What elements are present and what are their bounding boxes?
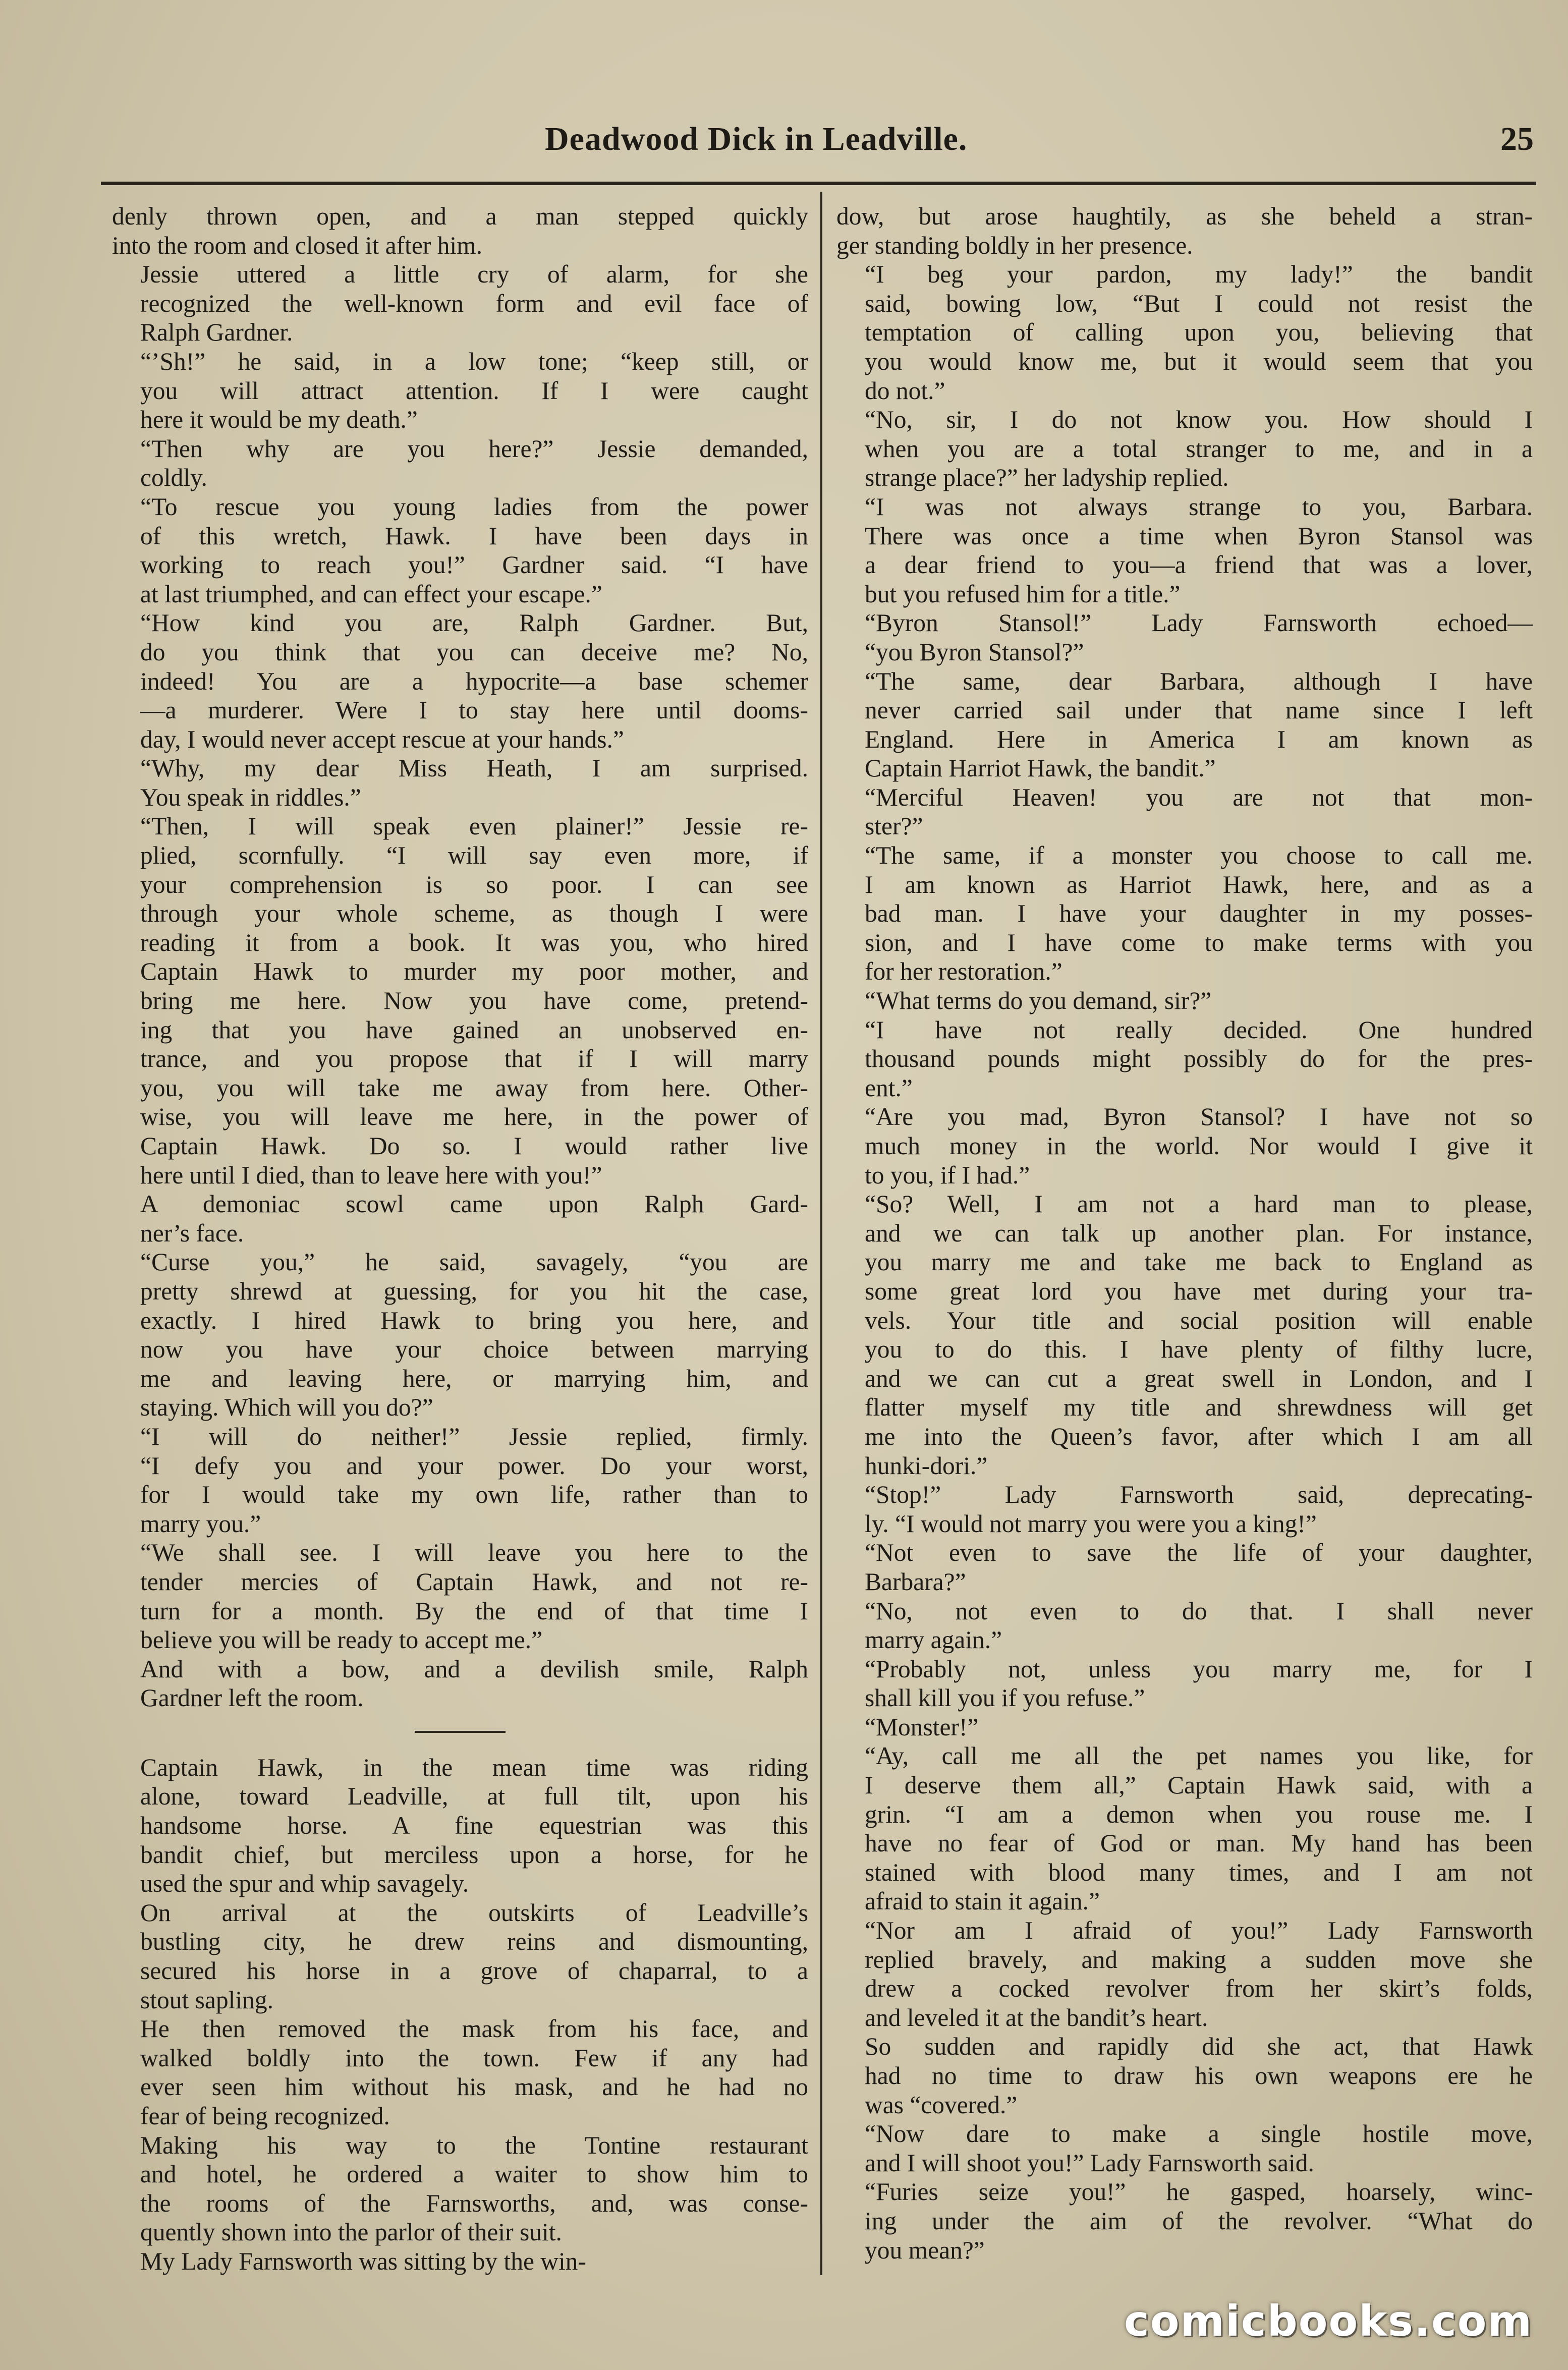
left-column-text xyxy=(112,202,808,1713)
text-line: here it would be my death.” xyxy=(140,406,418,434)
column-divider xyxy=(820,192,822,2275)
text-line: hunki-dori.” xyxy=(865,1451,988,1480)
paragraph xyxy=(836,1538,1533,1596)
right-column xyxy=(836,202,1533,2265)
text-line: said, bowing low, “But I could not resist the xyxy=(865,289,1533,317)
text-line: “Stop!” Lady Farnsworth said, deprecating- xyxy=(865,1481,1533,1509)
paragraph xyxy=(112,1248,808,1422)
text-line: ever seen him without his mask, and he had no xyxy=(140,2073,808,2101)
text-line: walked boldly into the town. Few if any had xyxy=(140,2044,808,2072)
text-line: “Merciful Heaven! you are not that mon- xyxy=(865,783,1533,811)
text-line: coldly. xyxy=(140,464,207,492)
text-line: believe you will be ready to accept me.” xyxy=(140,1626,543,1654)
right-column-text xyxy=(836,202,1533,2265)
text-line: “We shall see. I will leave you here to the xyxy=(140,1539,808,1567)
text-line: Gardner left the room. xyxy=(140,1684,364,1712)
running-title: Deadwood Dick in Leadville. xyxy=(545,121,968,157)
header-rule xyxy=(101,182,1536,185)
text-line: some great lord you have met during your tra- xyxy=(865,1277,1533,1305)
text-line: reading it from a book. It was you, who hired xyxy=(140,928,808,956)
paragraph xyxy=(836,667,1533,783)
text-line: vels. Your title and social position will enable xyxy=(865,1306,1533,1334)
text-line: you will attract attention. If I were caught xyxy=(140,376,808,405)
text-line: ly. “I would not marry you were you a king!” xyxy=(865,1509,1317,1538)
paragraph xyxy=(112,754,808,812)
text-line: and we can cut a great swell in London, and I xyxy=(865,1364,1533,1392)
text-line: “No, sir, I do not know you. How should I xyxy=(865,406,1533,434)
text-line: “’Sh!” he said, in a low tone; “keep still, or xyxy=(140,347,808,375)
text-line: trance, and you propose that if I will marry xyxy=(140,1045,808,1073)
text-line: “I have not really decided. One hundred xyxy=(865,1015,1533,1044)
text-line: handsome horse. A fine equestrian was this xyxy=(140,1812,808,1840)
text-line: do you think that you can deceive me? No, xyxy=(140,638,808,666)
text-line: “Furies seize you!” he gasped, hoarsely, winc- xyxy=(865,2178,1533,2206)
paragraph xyxy=(112,347,808,434)
paragraph xyxy=(836,202,1533,260)
left-column-text-after-break xyxy=(112,1753,808,2276)
text-line: “Then why are you here?” Jessie demanded, xyxy=(140,434,808,463)
text-line: “No, not even to do that. I shall never xyxy=(865,1597,1533,1625)
text-line: “Byron Stansol!” Lady Farnsworth echoed— xyxy=(865,609,1533,637)
text-line: “Now dare to make a single hostile move, xyxy=(865,2120,1533,2148)
text-line: “How kind you are, Ralph Gardner. But, xyxy=(140,609,808,637)
text-line: “The same, if a monster you choose to call me. xyxy=(865,841,1533,870)
paragraph xyxy=(836,1597,1533,1655)
text-line: dow, but arose haughtily, as she beheld a stran- xyxy=(836,202,1533,230)
text-line: “So? Well, I am not a hard man to please, xyxy=(865,1190,1533,1218)
paragraph xyxy=(836,1190,1533,1480)
text-line: used the spur and whip savagely. xyxy=(140,1870,469,1898)
text-line: “To rescue you young ladies from the power xyxy=(140,492,808,521)
text-line: exactly. I hired Hawk to bring you here, and xyxy=(140,1306,808,1334)
text-line: “Monster!” xyxy=(865,1713,979,1741)
text-line: Barbara?” xyxy=(865,1567,966,1596)
paragraph xyxy=(112,1655,808,1713)
text-line: through your whole scheme, as though I were xyxy=(140,899,808,928)
text-line: to you, if I had.” xyxy=(865,1161,1030,1189)
paragraph xyxy=(836,1916,1533,2032)
text-line: but you refused him for a title.” xyxy=(865,580,1181,608)
page-number: 25 xyxy=(1500,121,1534,157)
text-line: stout sapling. xyxy=(140,1986,274,2014)
text-line: a dear friend to you—a friend that was a lover, xyxy=(865,551,1533,579)
text-line: recognized the well-known form and evil face of xyxy=(140,289,808,317)
text-line: And with a bow, and a devilish smile, Ralph xyxy=(140,1655,808,1683)
text-line: “I defy you and your power. Do your worst, xyxy=(140,1451,808,1480)
text-line: “Are you mad, Byron Stansol? I have not so xyxy=(865,1103,1533,1131)
text-line: of this wretch, Hawk. I have been days in xyxy=(140,522,808,550)
text-line: “Ay, call me all the pet names you like, for xyxy=(865,1742,1533,1770)
text-line: “Not even to save the life of your daughter, xyxy=(865,1539,1533,1567)
text-line: much money in the world. Nor would I give it xyxy=(865,1132,1533,1160)
text-line: He then removed the mask from his face, and xyxy=(140,2015,808,2043)
text-line: the rooms of the Farnsworths, and, was conse- xyxy=(140,2189,808,2217)
text-line: for her restoration.” xyxy=(865,957,1062,986)
text-line: marry you.” xyxy=(140,1509,261,1538)
text-line: drew a cocked revolver from her skirt’s folds, xyxy=(865,1974,1533,2003)
paragraph xyxy=(112,434,808,492)
paragraph xyxy=(112,1190,808,1248)
text-line: have no fear of God or man. My hand has been xyxy=(865,1829,1533,1857)
paragraph xyxy=(112,1753,808,1898)
text-line: secured his horse in a grove of chaparral, to a xyxy=(140,1957,808,1985)
text-line: I deserve them all,” Captain Hawk said, with a xyxy=(865,1771,1533,1799)
text-line: Captain Hawk, in the mean time was riding xyxy=(140,1753,808,1781)
watermark: comicbooks.com xyxy=(1124,2296,1533,2346)
text-line: So sudden and rapidly did she act, that Hawk xyxy=(865,2033,1533,2061)
text-line: temptation of calling upon you, believing that xyxy=(865,318,1533,347)
text-line: Captain Harriot Hawk, the bandit.” xyxy=(865,754,1216,782)
text-line: indeed! You are a hypocrite—a base schemer xyxy=(140,667,808,695)
text-line: “you Byron Stansol?” xyxy=(865,638,1084,666)
paragraph xyxy=(836,1102,1533,1190)
text-line: your comprehension is so poor. I can see xyxy=(140,870,808,898)
text-line: and we can talk up another plan. For instance, xyxy=(865,1219,1533,1247)
text-line: flatter myself my title and shrewdness will get xyxy=(865,1393,1533,1422)
paragraph xyxy=(836,1480,1533,1538)
paragraph xyxy=(836,2032,1533,2119)
text-line: staying. Which will you do?” xyxy=(140,1393,433,1422)
text-line: and hotel, he ordered a waiter to show him to xyxy=(140,2160,808,2188)
text-line: England. Here in America I am known as xyxy=(865,725,1533,753)
text-line: now you have your choice between marrying xyxy=(140,1335,808,1364)
paragraph xyxy=(112,1538,808,1654)
text-line: There was once a time when Byron Stansol was xyxy=(865,522,1533,550)
text-line: here until I died, than to leave here with you!” xyxy=(140,1161,602,1189)
text-line: grin. “I am a demon when you rouse me. I xyxy=(865,1800,1533,1828)
text-line: alone, toward Leadville, at full tilt, upon his xyxy=(140,1782,808,1811)
paragraph xyxy=(836,986,1533,1015)
paragraph xyxy=(836,260,1533,405)
text-line: me into the Queen’s favor, after which I am all xyxy=(865,1422,1533,1450)
paragraph xyxy=(836,492,1533,608)
paragraph xyxy=(836,1713,1533,1742)
text-line: “Probably not, unless you marry me, for I xyxy=(865,1655,1533,1683)
text-line: “Why, my dear Miss Heath, I am surprised. xyxy=(140,754,808,782)
paragraph xyxy=(112,2014,808,2130)
text-line: fear of being recognized. xyxy=(140,2102,390,2130)
text-line: afraid to stain it again.” xyxy=(865,1887,1100,1915)
text-line: “The same, dear Barbara, although I have xyxy=(865,667,1533,695)
text-line: bad man. I have your daughter in my posses- xyxy=(865,899,1533,928)
paragraph xyxy=(836,405,1533,492)
left-column xyxy=(112,202,808,2276)
text-line: You speak in riddles.” xyxy=(140,783,361,811)
text-line: you would know me, but it would seem that you xyxy=(865,347,1533,375)
text-line: “What terms do you demand, sir?” xyxy=(865,987,1212,1015)
paragraph xyxy=(112,1422,808,1538)
text-line: you mean?” xyxy=(865,2236,985,2264)
paragraph xyxy=(836,1741,1533,1916)
text-line: A demoniac scowl came upon Ralph Gard- xyxy=(140,1190,808,1218)
text-line: never carried sail under that name since I left xyxy=(865,696,1533,724)
paragraph xyxy=(112,2131,808,2247)
paragraph xyxy=(112,2247,808,2276)
paragraph xyxy=(112,1898,808,2014)
paragraph xyxy=(836,608,1533,666)
text-line: and leveled it at the bandit’s heart. xyxy=(865,2003,1208,2032)
text-line: stained with blood many times, and I am not xyxy=(865,1858,1533,1886)
paragraph xyxy=(836,1655,1533,1713)
text-line: Ralph Gardner. xyxy=(140,318,293,347)
text-line: turn for a month. By the end of that time I xyxy=(140,1597,808,1625)
text-line: ing that you have gained an unobserved en- xyxy=(140,1015,808,1044)
text-line: ner’s face. xyxy=(140,1219,244,1247)
text-line: “I was not always strange to you, Barbara. xyxy=(865,492,1533,521)
text-line: ster?” xyxy=(865,812,923,840)
paragraph xyxy=(836,2177,1533,2265)
paragraph xyxy=(836,841,1533,986)
text-line: pretty shrewd at guessing, for you hit the case, xyxy=(140,1277,808,1305)
section-break xyxy=(415,1731,506,1733)
text-line: Captain Hawk to murder my poor mother, and xyxy=(140,957,808,986)
text-line: into the room and closed it after him. xyxy=(112,231,483,259)
paragraph xyxy=(836,783,1533,841)
text-line: “I will do neither!” Jessie replied, firmly. xyxy=(140,1422,808,1450)
paragraph xyxy=(112,260,808,347)
text-line: ing under the aim of the revolver. “What do xyxy=(865,2207,1533,2235)
text-line: Jessie uttered a little cry of alarm, for she xyxy=(140,260,808,289)
text-line: day, I would never accept rescue at your hands.” xyxy=(140,725,624,753)
text-line: bandit chief, but merciless upon a horse, for he xyxy=(140,1840,808,1869)
text-line: thousand pounds might possibly do for the pres- xyxy=(865,1045,1533,1073)
running-header xyxy=(101,115,1544,171)
text-line: tender mercies of Captain Hawk, and not re- xyxy=(140,1567,808,1596)
text-line: plied, scornfully. “I will say even more, if xyxy=(140,841,808,870)
text-line: Captain Hawk. Do so. I would rather live xyxy=(140,1132,808,1160)
text-line: —a murderer. Were I to stay here until dooms- xyxy=(140,696,808,724)
text-line: was “covered.” xyxy=(865,2091,1018,2119)
text-line: quently shown into the parlor of their suit. xyxy=(140,2218,562,2246)
text-line: for I would take my own life, rather than to xyxy=(140,1481,808,1509)
text-line: “Then, I will speak even plainer!” Jessie re- xyxy=(140,812,808,840)
text-line: wise, you will leave me here, in the power of xyxy=(140,1103,808,1131)
paragraph xyxy=(112,812,808,1190)
text-line: at last triumphed, and can effect your escape.” xyxy=(140,580,602,608)
text-line: you to do this. I have plenty of filthy lucre, xyxy=(865,1335,1533,1364)
text-line: bustling city, he drew reins and dismounting, xyxy=(140,1928,808,1956)
text-line: and I will shoot you!” Lady Farnsworth said. xyxy=(865,2149,1314,2177)
text-line: strange place?” her ladyship replied. xyxy=(865,464,1229,492)
text-line: had no time to draw his own weapons ere he xyxy=(865,2062,1533,2090)
text-line: me and leaving here, or marrying him, and xyxy=(140,1364,808,1392)
paragraph xyxy=(112,608,808,754)
text-line: do not.” xyxy=(865,376,945,405)
text-line: sion, and I have come to make terms with you xyxy=(865,928,1533,956)
text-line: marry again.” xyxy=(865,1626,1002,1654)
paragraph xyxy=(112,492,808,608)
text-line: “Curse you,” he said, savagely, “you are xyxy=(140,1248,808,1276)
text-line: denly thrown open, and a man stepped quickly xyxy=(112,202,808,230)
text-line: My Lady Farnsworth was sitting by the win- xyxy=(140,2247,587,2275)
text-line: “I beg your pardon, my lady!” the bandit xyxy=(865,260,1533,289)
text-line: Making his way to the Tontine restaurant xyxy=(140,2131,808,2159)
text-line: replied bravely, and making a sudden move she xyxy=(865,1945,1533,1973)
paragraph xyxy=(112,202,808,260)
paragraph xyxy=(836,1015,1533,1103)
text-line: I am known as Harriot Hawk, here, and as a xyxy=(865,870,1533,898)
text-line: ger standing boldly in her presence. xyxy=(836,231,1193,259)
text-line: you, you will take me away from here. Other- xyxy=(140,1074,808,1102)
text-line: “Nor am I afraid of you!” Lady Farnsworth xyxy=(865,1916,1533,1945)
text-line: ent.” xyxy=(865,1074,913,1102)
text-line: shall kill you if you refuse.” xyxy=(865,1684,1145,1712)
text-line: you marry me and take me back to England as xyxy=(865,1248,1533,1276)
text-line: On arrival at the outskirts of Leadville’s xyxy=(140,1898,808,1927)
text-line: working to reach you!” Gardner said. “I have xyxy=(140,551,808,579)
paragraph xyxy=(836,2119,1533,2177)
text-line: bring me here. Now you have come, pretend- xyxy=(140,987,808,1015)
text-line: when you are a total stranger to me, and in a xyxy=(865,434,1533,463)
